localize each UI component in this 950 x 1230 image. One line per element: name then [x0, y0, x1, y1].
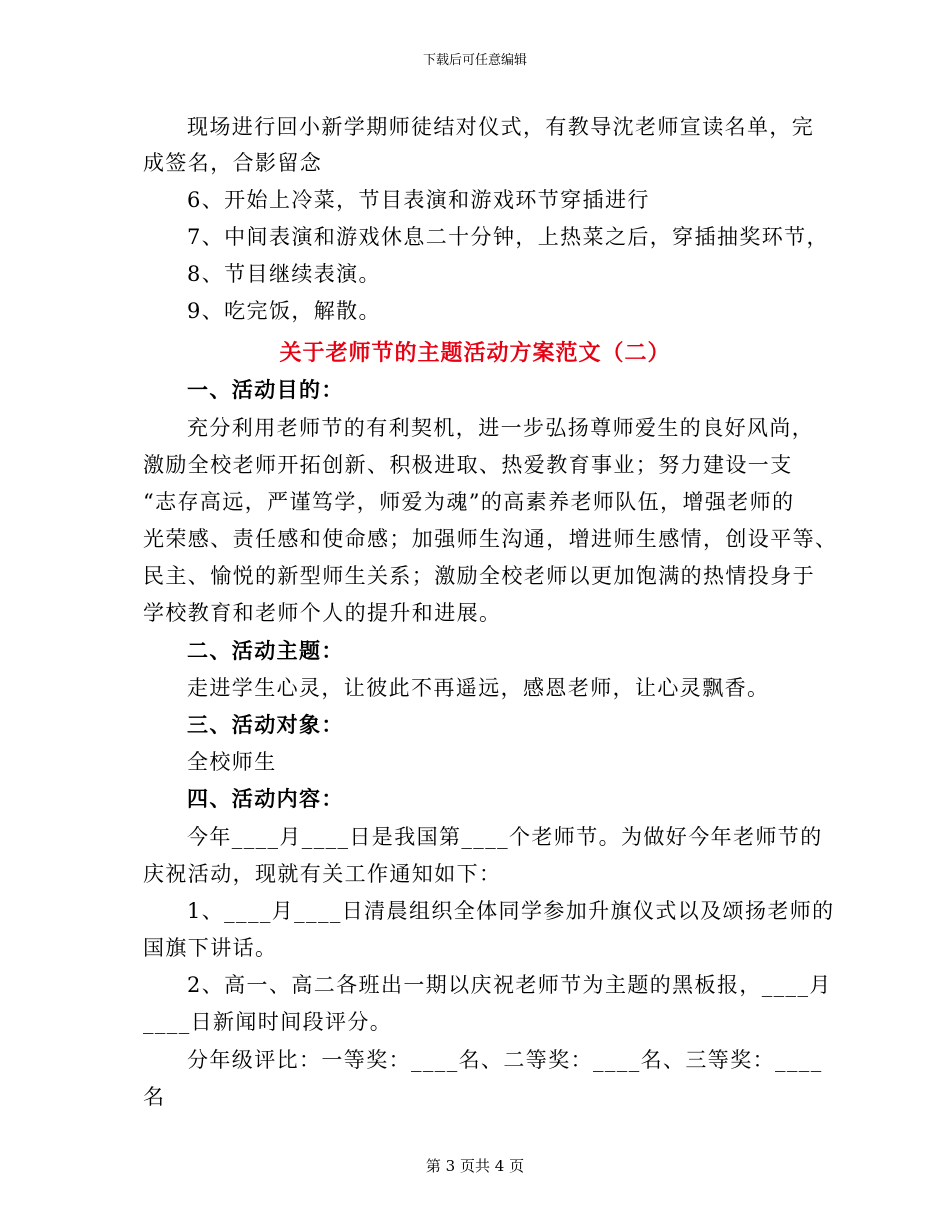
- paragraph-line: 充分利用老师节的有利契机，进一步弘扬尊师爱生的良好风尚，: [187, 416, 815, 440]
- paragraph-line: 学校教育和老师个人的提升和进展。: [143, 601, 502, 625]
- list-item-2: 2、高一、高二各班出一期以庆祝老师节为主题的黑板报，____月: [187, 973, 832, 997]
- paragraph-line: 国旗下讲话。: [143, 936, 278, 960]
- paragraph-line: “志存高远，严谨笃学，师爱为魂”的高素养老师队伍，增强老师的: [143, 490, 795, 514]
- page-header: 下载后可任意编辑: [422, 53, 527, 68]
- paragraph-line: 激励全校老师开拓创新、积极进取、热爱教育事业；努力建设一支: [143, 453, 793, 477]
- heading-theme: 二、活动主题：: [187, 638, 344, 663]
- paragraph-line: 成签名，合影留念: [143, 151, 323, 175]
- paragraph-line: 分年级评比：一等奖：____名、二等奖：____名、三等奖：____: [187, 1048, 823, 1072]
- paragraph-line: 名: [143, 1085, 166, 1109]
- paragraph-line: 光荣感、责任感和使命感；加强师生沟通，增进师生感情，创设平等、: [143, 527, 838, 551]
- heading-purpose: 一、活动目的：: [187, 377, 344, 402]
- paragraph-line: 今年____月____日是我国第____个老师节。为做好今年老师节的: [187, 825, 823, 849]
- paragraph-line: 庆祝活动，现就有关工作通知如下：: [143, 862, 502, 886]
- paragraph-line: 全校师生: [187, 750, 277, 774]
- page-footer: 第 3 页共 4 页: [425, 1157, 525, 1175]
- paragraph-line: 走进学生心灵，让彼此不再遥远，感恩老师，让心灵飘香。: [187, 676, 770, 700]
- list-item-7: 7、中间表演和游戏休息二十分钟，上热菜之后，穿插抽奖环节，: [187, 225, 829, 249]
- list-item-9: 9、吃完饭，解散。: [187, 299, 381, 323]
- paragraph-line: 现场进行回小新学期师徒结对仪式，有教导沈老师宣读名单，完: [187, 115, 815, 139]
- paragraph-line: ____日新闻时间段评分。: [143, 1010, 393, 1034]
- list-item-8: 8、节目继续表演。: [187, 262, 381, 286]
- paragraph-line: 民主、愉悦的新型师生关系；激励全校老师以更加饱满的热情投身于: [143, 564, 815, 588]
- heading-audience: 三、活动对象：: [187, 712, 344, 737]
- list-item-6: 6、开始上冷菜，节目表演和游戏环节穿插进行: [187, 188, 650, 212]
- heading-content: 四、活动内容：: [187, 786, 344, 811]
- list-item-1: 1、____月____日清晨组织全体同学参加升旗仪式以及颂扬老师的: [187, 899, 835, 923]
- section-title: 关于老师节的主题活动方案范文（二）: [279, 340, 671, 366]
